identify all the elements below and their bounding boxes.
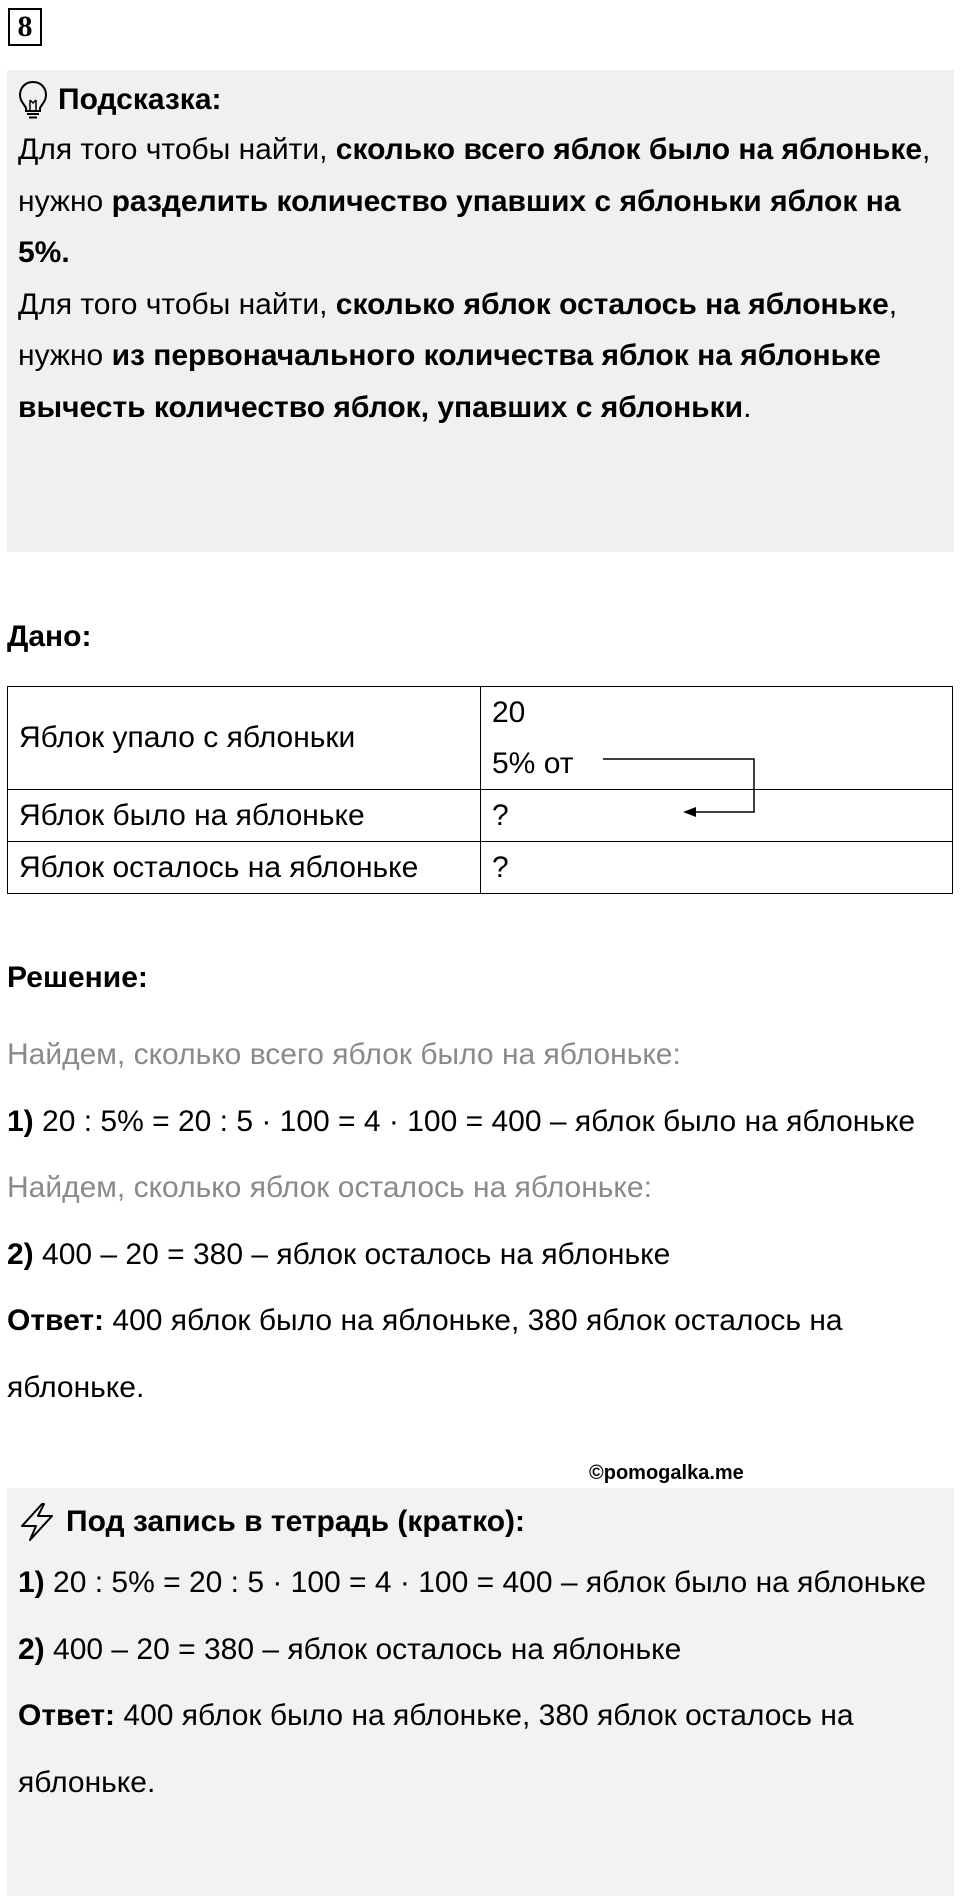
- solution-answer-text: 400 яблок было на яблоньке, 380 яблок осталось на яблоньке.: [7, 1304, 843, 1404]
- solution-step1: [7, 1089, 952, 1156]
- hint-title-text: Подсказка:: [58, 83, 222, 117]
- solution-step1-text: 20 : 5% = 20 : 5 · 100 = 4 · 100 = 400 – яблок было на яблоньке: [33, 1104, 916, 1138]
- table-row: [8, 842, 953, 894]
- note-answer: [18, 1683, 942, 1816]
- table-row: [8, 790, 953, 842]
- solution-body: [7, 1022, 952, 1421]
- given-value-fallen: [481, 687, 953, 790]
- task-number: 8: [8, 8, 42, 46]
- solution-title: Решение:: [7, 961, 148, 994]
- hint-p2-c: , нужно: [18, 287, 898, 372]
- solution-step2-text: 400 – 20 = 380 – яблок осталось на яблоньке: [33, 1237, 671, 1271]
- hint-p2-a: Для того чтобы найти,: [18, 287, 336, 321]
- solution-answer-label: Ответ:: [7, 1304, 105, 1337]
- given-label-remaining: Яблок осталось на яблоньке: [8, 842, 481, 894]
- hint-p2-e: .: [743, 390, 752, 424]
- solution-step2-num: 2): [7, 1237, 34, 1271]
- hint-p1-d: разделить количество упавших с яблоньки яблок на 5%.: [18, 184, 901, 269]
- note-step2-num: 2): [18, 1632, 45, 1666]
- given-value-remaining: ?: [481, 842, 953, 894]
- note-title: [18, 1494, 942, 1550]
- hint-p1-c: , нужно: [18, 133, 931, 218]
- copyright: ©pomogalka.me: [589, 1462, 744, 1484]
- hint-p1-b: сколько всего яблок было на яблоньке: [335, 133, 923, 166]
- note-step2-text: 400 – 20 = 380 – яблок осталось на яблоньке: [44, 1632, 682, 1666]
- solution-answer: [7, 1288, 952, 1421]
- lightning-icon: [18, 1502, 56, 1542]
- given-value-total: ?: [481, 790, 953, 842]
- given-value-fallen-percent: 5% от: [492, 747, 574, 780]
- note-step1: [18, 1550, 942, 1617]
- note-title-text: Под запись в тетрадь (кратко):: [66, 1505, 526, 1538]
- solution-step2-intro: Найдем, сколько яблок осталось на яблоньке:: [7, 1171, 652, 1204]
- hint-paragraph-2: [18, 279, 942, 434]
- hint-paragraph-1: [18, 124, 942, 279]
- solution-step1-num: 1): [7, 1104, 34, 1138]
- given-label-fallen: Яблок упало с яблоньки: [8, 687, 481, 790]
- hint-p2-b: сколько яблок осталось на яблоньке: [335, 287, 889, 321]
- note-box: [7, 1488, 954, 1896]
- note-step2: [18, 1617, 942, 1684]
- lightbulb-icon: [18, 80, 48, 120]
- hint-box: [7, 70, 954, 552]
- note-answer-label: Ответ:: [18, 1699, 116, 1732]
- note-step1-num: 1): [18, 1566, 45, 1599]
- hint-p1-a: Для того чтобы найти,: [18, 133, 336, 166]
- table-row: [8, 687, 953, 790]
- given-label-total: Яблок было на яблоньке: [8, 790, 481, 842]
- hint-title: [18, 76, 942, 124]
- note-answer-text: 400 яблок было на яблоньке, 380 яблок осталось на яблоньке.: [18, 1699, 854, 1799]
- hint-p2-d: из первоначального количества яблок на яблоньке вычесть количество яблок, упавших с яблоньки: [18, 339, 881, 424]
- solution-step1-intro: Найдем, сколько всего яблок было на яблоньке:: [7, 1038, 681, 1071]
- given-table: [7, 686, 953, 894]
- given-value-fallen-count: 20: [492, 696, 526, 729]
- note-step1-text: 20 : 5% = 20 : 5 · 100 = 4 · 100 = 400 – яблок было на яблоньке: [44, 1566, 927, 1599]
- solution-step2: [7, 1222, 952, 1289]
- given-title: Дано:: [7, 620, 92, 653]
